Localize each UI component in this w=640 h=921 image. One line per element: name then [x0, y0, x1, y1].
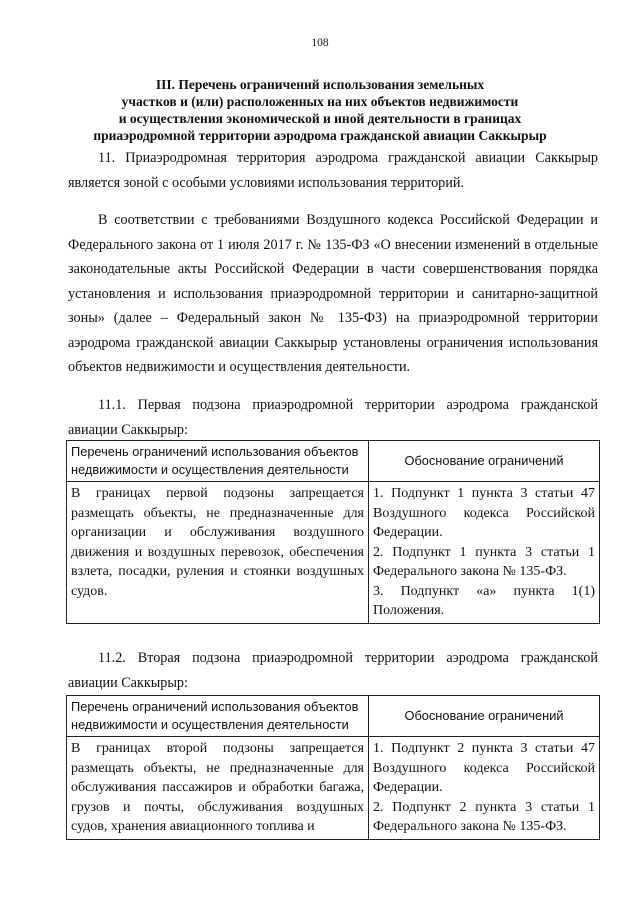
basis-item: 2. Подпункт 1 пункта 3 статьи 1 Федерального закона № 135-ФЗ. [373, 544, 595, 579]
heading-line: участков и (или) расположенных на них объектов недвижимости [121, 94, 519, 109]
table-row [67, 482, 600, 624]
table-header-restrictions: Перечень ограничений использования объектов недвижимости и осуществления деятельности [67, 441, 369, 482]
heading-line: приаэродромной территории аэродрома гражданской авиации Саккырыр [93, 128, 547, 143]
heading-line: III. Перечень ограничений использования земельных [155, 77, 485, 92]
basis-item: 1. Подпункт 2 пункта 3 статьи 47 Воздушного кодекса Российской Федерации. [373, 741, 595, 795]
page-number: 108 [311, 37, 329, 49]
basis-item: 3. Подпункт «а» пункта 1(1) Положения. [373, 583, 595, 618]
table-header-basis: Обоснование ограничений [369, 696, 600, 737]
basis-cell [369, 737, 600, 840]
table-header-restrictions: Перечень ограничений использования объектов недвижимости и осуществления деятельности [67, 696, 369, 737]
table-header-row [67, 696, 600, 737]
paragraph-11-1: 11.1. Первая подзона приаэродромной территории аэродрома гражданской авиации Саккырыр: [68, 397, 598, 438]
basis-item: 2. Подпункт 2 пункта 3 статьи 1 Федерального закона № 135-ФЗ. [373, 799, 595, 834]
basis-cell [369, 482, 600, 624]
paragraph-11-2: 11.2. Вторая подзона приаэродромной территории аэродрома гражданской авиации Саккырыр: [68, 650, 598, 691]
restrictions-table-subzone-1 [66, 440, 600, 624]
paragraph-legal-basis: В соответствии с требованиями Воздушного кодекса Российской Федерации и Федерального закона от 1 июля 2017 г. № 135-ФЗ «О внесении изменений в отдельные законодательные акты Российской Федерации в части совершенствования порядка установления и использования приаэродромной территории и санитарно-защитной зоны» (далее – Федеральный закон № 135-ФЗ) на приаэродромной территории аэродрома гражданской авиации Саккырыр установлены ограничения использования объектов недвижимости и осуществления деятельности. [68, 212, 598, 375]
restrictions-table-subzone-2 [66, 695, 600, 840]
basis-item: 1. Подпункт 1 пункта 3 статьи 47 Воздушного кодекса Российской Федерации. [373, 486, 595, 540]
section-heading [60, 76, 580, 144]
table-row [67, 737, 600, 840]
restriction-text: В границах второй подзоны запрещается размещать объекты, не предназначенные для обслуживания пассажиров и обработки багажа, грузов и почты, обслуживания воздушных судов, хранения авиационного топлива и [67, 737, 369, 840]
heading-line: и осуществления экономической и иной деятельности в границах [118, 111, 522, 126]
table-header-basis: Обоснование ограничений [369, 441, 600, 482]
restriction-text: В границах первой подзоны запрещается размещать объекты, не предназначенные для организации и обслуживания воздушного движения и воздушных перевозок, обеспечения взлета, посадки, руления и стоянки воздушных судов. [67, 482, 369, 624]
paragraph-11: 11. Приаэродромная территория аэродрома гражданской авиации Саккырыр является зоной с особыми условиями использования территорий. [68, 150, 598, 191]
table-header-row [67, 441, 600, 482]
